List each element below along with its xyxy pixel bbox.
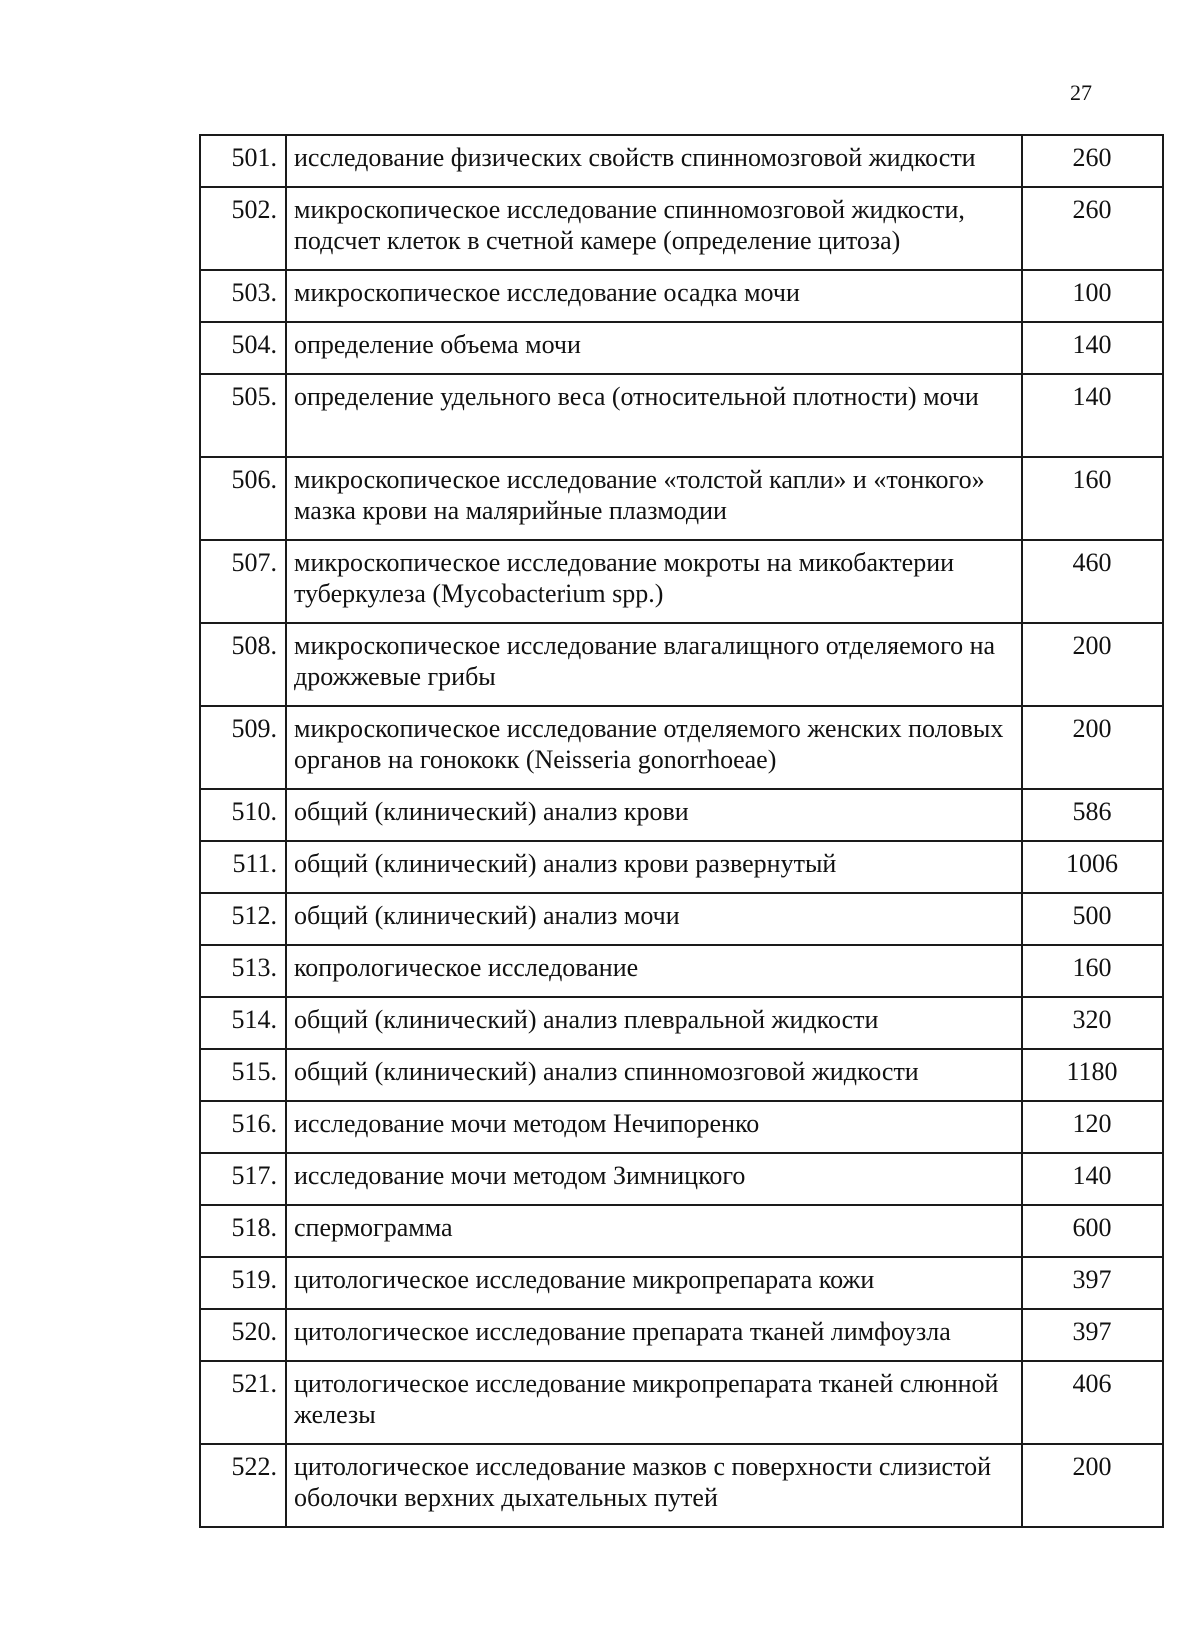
row-number: 506.	[200, 457, 286, 540]
row-number: 513.	[200, 945, 286, 997]
service-name: общий (клинический) анализ крови развернутый	[286, 841, 1022, 893]
service-price: 120	[1022, 1101, 1163, 1153]
service-name: общий (клинический) анализ мочи	[286, 893, 1022, 945]
service-name: микроскопическое исследование осадка мочи	[286, 270, 1022, 322]
row-number: 519.	[200, 1257, 286, 1309]
service-name: копрологическое исследование	[286, 945, 1022, 997]
service-name: определение объема мочи	[286, 322, 1022, 374]
table-row	[200, 1361, 1163, 1444]
row-number: 502.	[200, 187, 286, 270]
service-price: 140	[1022, 374, 1163, 457]
table-row	[200, 270, 1163, 322]
table-row	[200, 623, 1163, 706]
row-number: 520.	[200, 1309, 286, 1361]
table-row	[200, 1444, 1163, 1527]
table-row	[200, 1205, 1163, 1257]
table-row	[200, 540, 1163, 623]
table-row	[200, 1309, 1163, 1361]
row-number: 508.	[200, 623, 286, 706]
service-name: общий (клинический) анализ плевральной жидкости	[286, 997, 1022, 1049]
service-price: 586	[1022, 789, 1163, 841]
service-price: 160	[1022, 945, 1163, 997]
service-name: цитологическое исследование препарата тканей лимфоузла	[286, 1309, 1022, 1361]
table-row	[200, 1153, 1163, 1205]
table-row	[200, 1257, 1163, 1309]
page-number: 27	[1070, 80, 1092, 105]
service-price: 500	[1022, 893, 1163, 945]
service-name: микроскопическое исследование «толстой капли» и «тонкого» мазка крови на малярийные плазмодии	[286, 457, 1022, 540]
row-number: 518.	[200, 1205, 286, 1257]
table-row	[200, 789, 1163, 841]
service-name: цитологическое исследование микропрепарата кожи	[286, 1257, 1022, 1309]
row-number: 505.	[200, 374, 286, 457]
service-name: исследование мочи методом Зимницкого	[286, 1153, 1022, 1205]
service-name: микроскопическое исследование спинномозговой жидкости, подсчет клеток в счетной камере (определение цитоза)	[286, 187, 1022, 270]
table-row	[200, 706, 1163, 789]
service-price: 397	[1022, 1257, 1163, 1309]
service-price: 260	[1022, 135, 1163, 187]
row-number: 507.	[200, 540, 286, 623]
table-row	[200, 1049, 1163, 1101]
table-row	[200, 135, 1163, 187]
service-price: 600	[1022, 1205, 1163, 1257]
row-number: 521.	[200, 1361, 286, 1444]
row-number: 510.	[200, 789, 286, 841]
service-price: 200	[1022, 1444, 1163, 1527]
service-price: 140	[1022, 1153, 1163, 1205]
service-price: 397	[1022, 1309, 1163, 1361]
row-number: 501.	[200, 135, 286, 187]
table-row	[200, 457, 1163, 540]
service-name: общий (клинический) анализ крови	[286, 789, 1022, 841]
service-name: цитологическое исследование мазков с поверхности слизистой оболочки верхних дыхательных путей	[286, 1444, 1022, 1527]
service-name: микроскопическое исследование отделяемого женских половых органов на гонококк (Neisseria gonorrhoeae)	[286, 706, 1022, 789]
row-number: 517.	[200, 1153, 286, 1205]
table-row	[200, 841, 1163, 893]
service-name: спермограмма	[286, 1205, 1022, 1257]
service-price: 200	[1022, 706, 1163, 789]
service-price: 100	[1022, 270, 1163, 322]
service-price: 140	[1022, 322, 1163, 374]
row-number: 511.	[200, 841, 286, 893]
row-number: 504.	[200, 322, 286, 374]
service-price: 160	[1022, 457, 1163, 540]
service-price: 406	[1022, 1361, 1163, 1444]
service-name: определение удельного веса (относительной плотности) мочи	[286, 374, 1022, 457]
service-name: исследование мочи методом Нечипоренко	[286, 1101, 1022, 1153]
table-row	[200, 1101, 1163, 1153]
table-row	[200, 945, 1163, 997]
service-price: 320	[1022, 997, 1163, 1049]
row-number: 516.	[200, 1101, 286, 1153]
row-number: 512.	[200, 893, 286, 945]
service-name: цитологическое исследование микропрепарата тканей слюнной железы	[286, 1361, 1022, 1444]
service-name: микроскопическое исследование влагалищного отделяемого на дрожжевые грибы	[286, 623, 1022, 706]
row-number: 515.	[200, 1049, 286, 1101]
row-number: 503.	[200, 270, 286, 322]
service-price: 260	[1022, 187, 1163, 270]
row-number: 509.	[200, 706, 286, 789]
table-row	[200, 322, 1163, 374]
table-row	[200, 893, 1163, 945]
service-price: 200	[1022, 623, 1163, 706]
table-row	[200, 187, 1163, 270]
row-number: 514.	[200, 997, 286, 1049]
service-price: 460	[1022, 540, 1163, 623]
row-number: 522.	[200, 1444, 286, 1527]
service-name: исследование физических свойств спинномозговой жидкости	[286, 135, 1022, 187]
service-name: микроскопическое исследование мокроты на микобактерии туберкулеза (Mycobacterium spp.)	[286, 540, 1022, 623]
price-table	[199, 134, 1164, 1528]
service-price: 1180	[1022, 1049, 1163, 1101]
table-row	[200, 374, 1163, 457]
table-row	[200, 997, 1163, 1049]
service-name: общий (клинический) анализ спинномозговой жидкости	[286, 1049, 1022, 1101]
service-price: 1006	[1022, 841, 1163, 893]
